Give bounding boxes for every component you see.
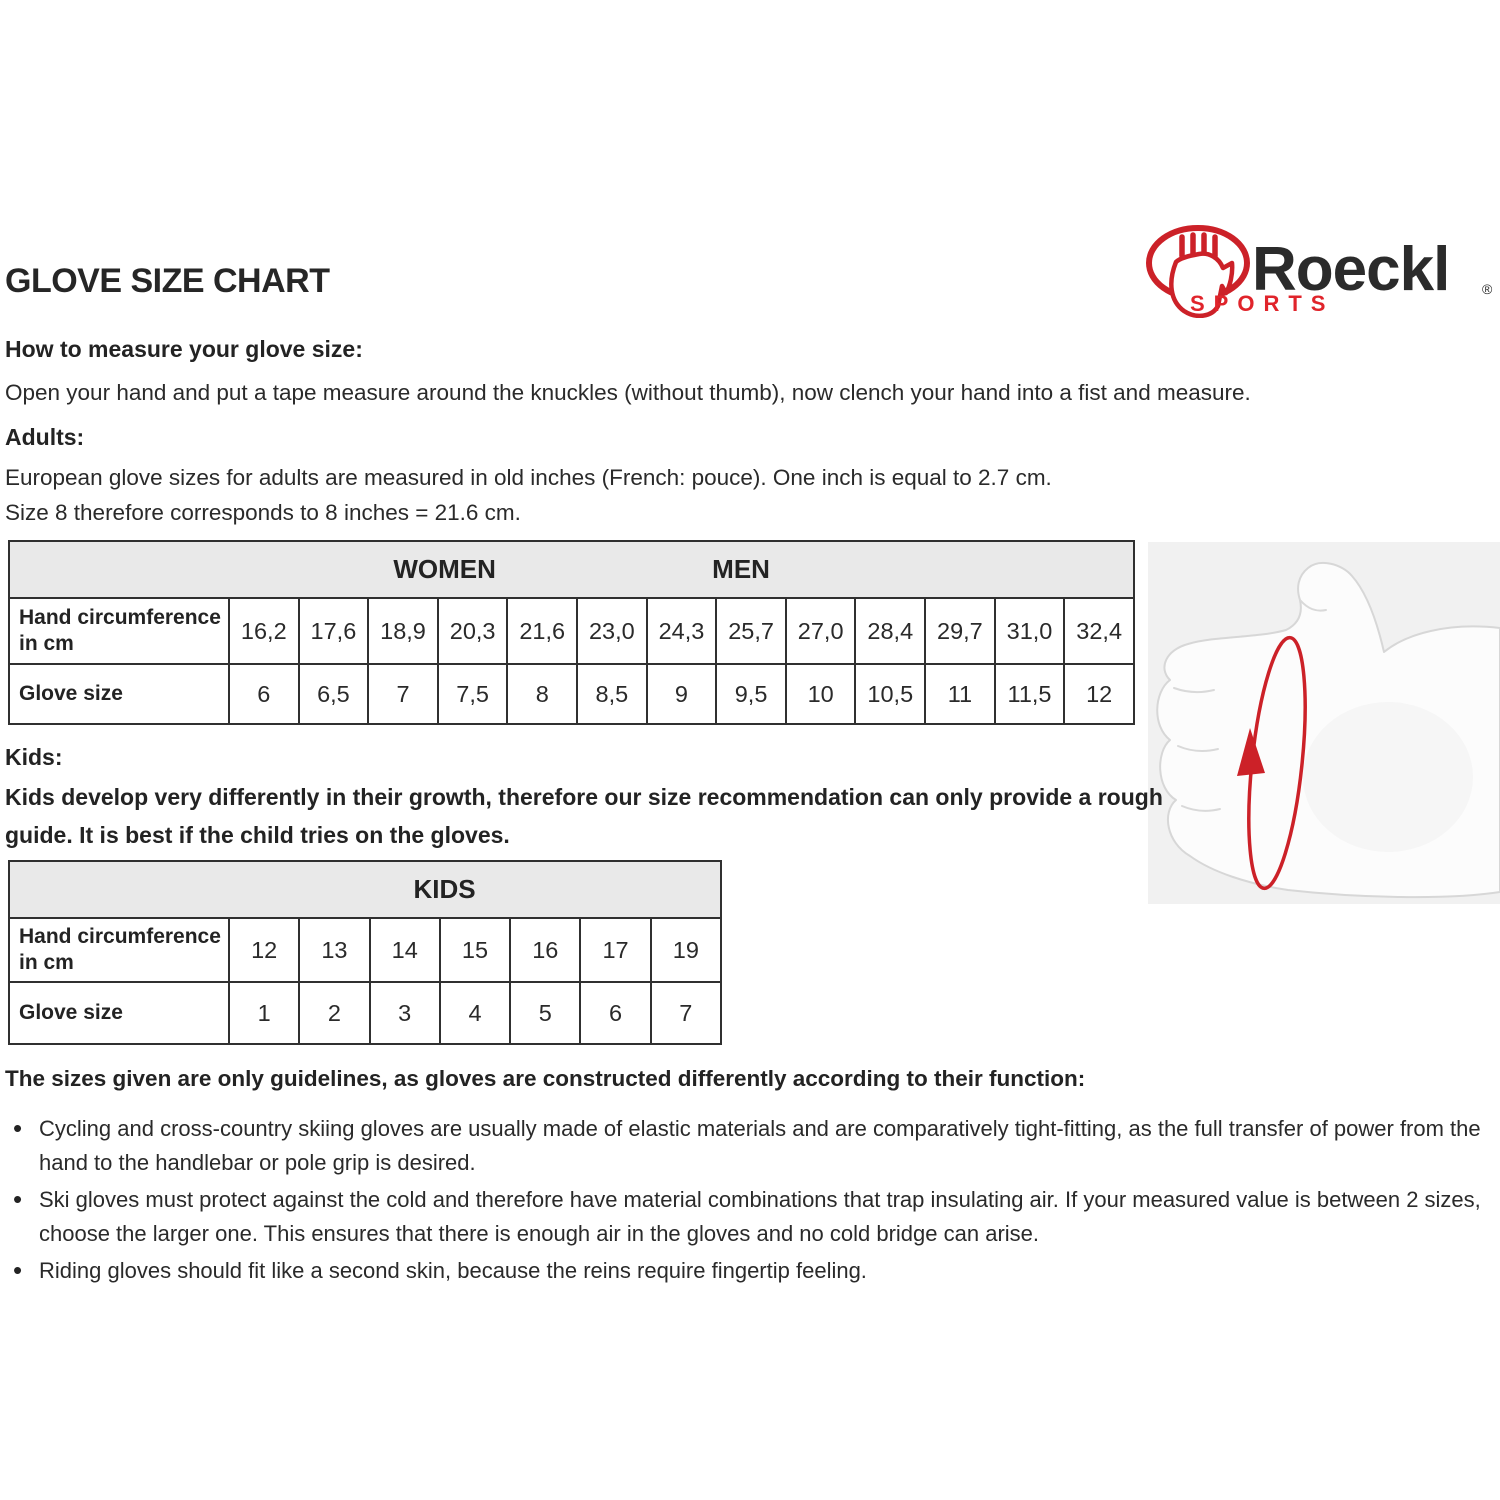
brand-wordmark: Roeckl — [1252, 235, 1450, 304]
table-cell: 9 — [647, 664, 717, 724]
table-cell: 15 — [440, 918, 510, 982]
table-cell: 18,9 — [368, 598, 438, 664]
table-cell: 20,3 — [438, 598, 508, 664]
table-cell: 29,7 — [925, 598, 995, 664]
bullet-item: • Riding gloves should fit like a second skin, because the reins require fingertip feeling. — [39, 1254, 1500, 1288]
group-header-label: KIDS — [413, 873, 476, 904]
table-cell: 8 — [507, 664, 577, 724]
kids-body — [5, 778, 1205, 854]
table-cell: 3 — [370, 982, 440, 1044]
adult-size-table — [8, 540, 1135, 725]
table-cell: 6 — [229, 664, 299, 724]
table-group-header — [9, 541, 1134, 598]
table-cell: 2 — [299, 982, 369, 1044]
table-cell: 24,3 — [647, 598, 717, 664]
table-cell: 4 — [440, 982, 510, 1044]
table-row — [9, 598, 1134, 664]
table-cell: 17,6 — [299, 598, 369, 664]
table-cell: 14 — [370, 918, 440, 982]
table-cell: 13 — [299, 918, 369, 982]
table-cell: 7,5 — [438, 664, 508, 724]
table-cell: 1 — [229, 982, 299, 1044]
table-cell: 9,5 — [716, 664, 786, 724]
palm-shading — [1303, 702, 1473, 852]
adults-heading: Adults: — [5, 424, 85, 450]
table-cell: 27,0 — [786, 598, 856, 664]
group-header-label: MEN — [712, 553, 770, 584]
row-label-cell: Hand circumference in cm — [9, 598, 229, 664]
table-cell: 28,4 — [855, 598, 925, 664]
table-cell: 16 — [510, 918, 580, 982]
guidelines-bullet-list — [5, 1112, 1500, 1291]
guidelines-heading: The sizes given are only guidelines, as gloves are constructed differently according to their function: — [5, 1066, 1086, 1091]
kids-heading: Kids: — [5, 744, 63, 770]
registered-mark: ® — [1482, 281, 1493, 297]
table-cell: 7 — [651, 982, 721, 1044]
row-label-cell: Hand circumference in cm — [9, 918, 229, 982]
how-to-body: Open your hand and put a tape measure around the knuckles (without thumb), now clench your hand into a fist and measure. — [5, 380, 1251, 405]
table-cell: 11 — [925, 664, 995, 724]
table-cell: 5 — [510, 982, 580, 1044]
adults-line1: European glove sizes for adults are measured in old inches (French: pouce). One inch is equal to 2.7 cm. — [5, 465, 1052, 490]
table-cell: 7 — [368, 664, 438, 724]
table-cell: 12 — [229, 918, 299, 982]
table-cell: 12 — [1064, 664, 1134, 724]
subbrand-wordmark: SPORTS — [1190, 291, 1335, 316]
row-label-cell: Glove size — [9, 664, 229, 724]
how-to-heading: How to measure your glove size: — [5, 336, 363, 362]
table-row — [9, 664, 1134, 724]
group-header-label: WOMEN — [393, 553, 496, 584]
page-title: GLOVE SIZE CHART — [5, 262, 330, 300]
table-cell: 6,5 — [299, 664, 369, 724]
roeckl-sports-logo — [1138, 222, 1500, 318]
adults-line2: Size 8 therefore corresponds to 8 inches = 21.6 cm. — [5, 500, 521, 525]
table-cell: 17 — [580, 918, 650, 982]
table-cell: 8,5 — [577, 664, 647, 724]
bullet-item: • Ski gloves must protect against the cold and therefore have material combinations that trap insulating air. If your measured value is between 2 sizes, choose the larger one. This ensures that there is enough air in the gloves and no cold bridge can arise. — [39, 1183, 1500, 1251]
bullet-item: • Cycling and cross-country skiing gloves are usually made of elastic materials and are comparatively tight-fitting, as the full transfer of power from the hand to the handlebar or pole grip is desired. — [39, 1112, 1500, 1180]
table-group-header — [9, 861, 721, 918]
table-row — [9, 982, 721, 1044]
table-cell: 16,2 — [229, 598, 299, 664]
table-cell: 25,7 — [716, 598, 786, 664]
kids-size-table — [8, 860, 722, 1045]
table-cell: 32,4 — [1064, 598, 1134, 664]
table-cell: 31,0 — [995, 598, 1065, 664]
table-cell: 11,5 — [995, 664, 1065, 724]
table-cell: 19 — [651, 918, 721, 982]
table-cell: 21,6 — [507, 598, 577, 664]
row-label-cell: Glove size — [9, 982, 229, 1044]
table-cell: 10 — [786, 664, 856, 724]
table-cell: 23,0 — [577, 598, 647, 664]
table-row — [9, 918, 721, 982]
table-cell: 6 — [580, 982, 650, 1044]
kids-body-line1: Kids develop very differently in their growth, therefore our size recommendation can only provide a rough — [5, 784, 1163, 810]
table-cell: 10,5 — [855, 664, 925, 724]
kids-body-line2: guide. It is best if the child tries on the gloves. — [5, 822, 510, 848]
